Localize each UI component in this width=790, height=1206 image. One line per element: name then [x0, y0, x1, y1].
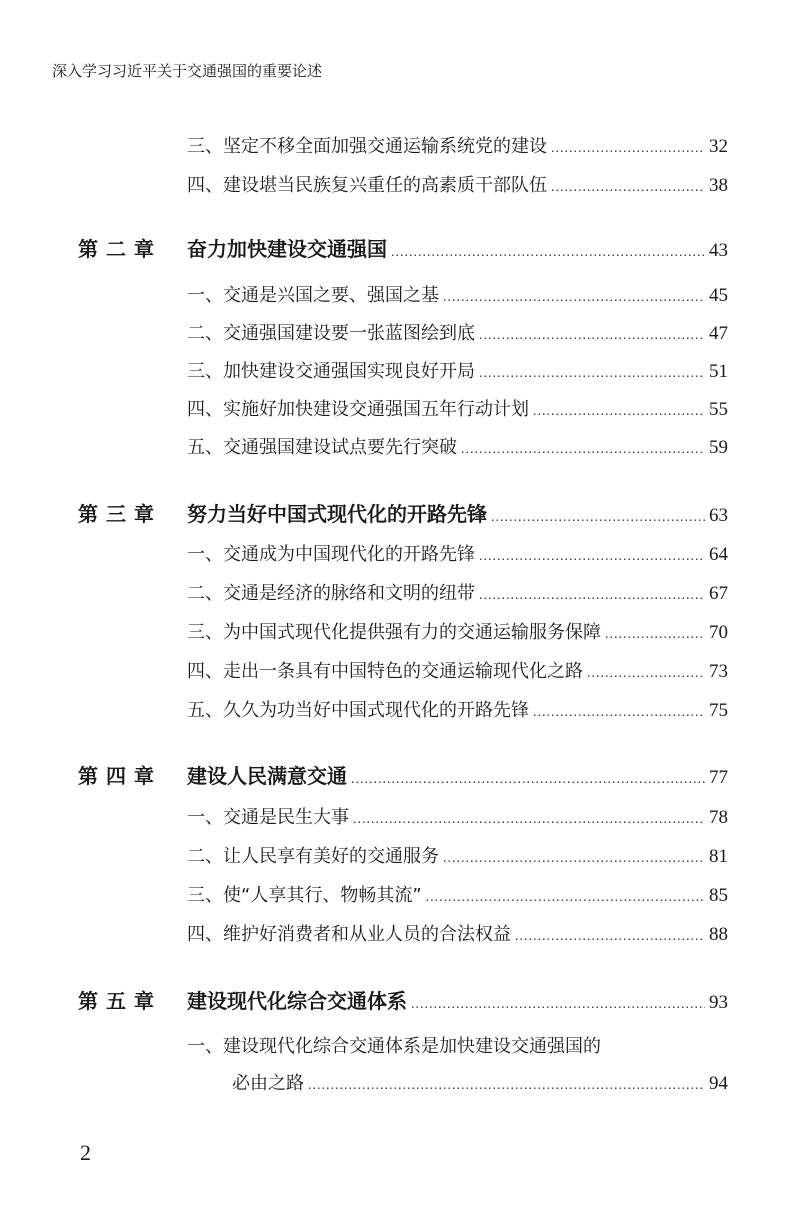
leader-dots: [605, 622, 705, 648]
entry-page: 73: [709, 661, 728, 682]
entry-title: 四、维护好消费者和从业人员的合法权益: [187, 924, 511, 945]
entry-page: 51: [709, 361, 728, 382]
entry-title: 二、交通强国建设要一张蓝图绘到底: [187, 323, 475, 344]
toc-chapter: [78, 501, 728, 527]
leader-dots: [551, 175, 705, 201]
chapter-label: 第五章: [78, 989, 162, 1013]
leader-dots: [533, 700, 705, 726]
entry-title: 四、实施好加快建设交通强国五年行动计划: [187, 399, 529, 420]
chapter-title: 奋力加快建设交通强国: [187, 237, 387, 261]
chapter-label: 第三章: [78, 502, 162, 526]
entry-title: 一、建设现代化综合交通体系是加快建设交通强国的: [187, 1036, 601, 1057]
leader-dots: [411, 992, 705, 1018]
entry-title: 一、交通是民生大事: [187, 807, 349, 828]
chapter-label: 第二章: [78, 237, 162, 261]
leader-dots: [479, 583, 705, 609]
chapter-title: 建设现代化综合交通体系: [187, 989, 407, 1013]
toc-entry: [187, 542, 728, 568]
entry-title: 三、为中国式现代化提供强有力的交通运输服务保障: [187, 622, 601, 643]
entry-title: 三、使“人享其行、物畅其流”: [187, 885, 422, 906]
chapter-title: 建设人民满意交通: [187, 764, 347, 788]
entry-page: 88: [709, 924, 728, 945]
leader-dots: [426, 885, 705, 911]
entry-page: 81: [709, 846, 728, 867]
chapter-title: 努力当好中国式现代化的开路先锋: [187, 502, 487, 526]
leader-dots: [351, 767, 705, 793]
entry-title: 二、让人民享有美好的交通服务: [187, 846, 439, 867]
entry-page: 43: [709, 240, 728, 261]
entry-page: 75: [709, 700, 728, 721]
entry-title-continued: 必由之路: [232, 1073, 304, 1094]
entry-title: 一、交通是兴国之要、强国之基: [187, 285, 439, 306]
entry-page: 93: [709, 992, 728, 1013]
toc-chapter: [78, 236, 728, 262]
entry-page: 63: [709, 505, 728, 526]
toc-entry: [187, 922, 728, 948]
page-number: 2: [80, 1140, 91, 1165]
toc-entry: [187, 659, 728, 685]
toc-chapter: [78, 988, 728, 1014]
entry-page: 45: [709, 285, 728, 306]
entry-page: 38: [709, 175, 728, 196]
toc-entry: [232, 1071, 728, 1097]
entry-title: 三、坚定不移全面加强交通运输系统党的建设: [187, 136, 547, 157]
entry-title: 五、交通强国建设试点要先行突破: [187, 437, 457, 458]
entry-page: 55: [709, 399, 728, 420]
toc-entry: [187, 435, 728, 461]
leader-dots: [479, 323, 705, 349]
entry-title: 二、交通是经济的脉络和文明的纽带: [187, 583, 475, 604]
entry-title: 一、交通成为中国现代化的开路先锋: [187, 544, 475, 565]
leader-dots: [551, 136, 705, 162]
entry-title: 三、加快建设交通强国实现良好开局: [187, 361, 475, 382]
leader-dots: [515, 924, 705, 950]
toc-entry: [187, 359, 728, 385]
toc-entry: [187, 397, 728, 423]
entry-page: 47: [709, 323, 728, 344]
entry-title: 四、建设堪当民族复兴重任的高素质干部队伍: [187, 175, 547, 196]
toc-entry: [187, 620, 728, 646]
toc-entry: [187, 698, 728, 724]
toc-entry: [187, 805, 728, 831]
toc-entry: [187, 173, 728, 199]
entry-page: 32: [709, 136, 728, 157]
toc-entry: [187, 321, 728, 347]
entry-page: 67: [709, 583, 728, 604]
entry-page: 85: [709, 885, 728, 906]
toc-entry: [187, 883, 728, 909]
toc-entry-line1: [187, 1034, 728, 1060]
leader-dots: [479, 544, 705, 570]
entry-page: 70: [709, 622, 728, 643]
toc-entry: [187, 283, 728, 309]
chapter-label: 第四章: [78, 764, 162, 788]
toc-entry: [187, 844, 728, 870]
entry-title: 四、走出一条具有中国特色的交通运输现代化之路: [187, 661, 583, 682]
entry-page: 64: [709, 544, 728, 565]
leader-dots: [479, 361, 705, 387]
entry-page: 78: [709, 807, 728, 828]
leader-dots: [491, 505, 705, 531]
leader-dots: [443, 846, 705, 872]
toc-entry: [187, 134, 728, 160]
leader-dots: [353, 807, 705, 833]
entry-title: 五、久久为功当好中国式现代化的开路先锋: [187, 700, 529, 721]
leader-dots: [443, 285, 705, 311]
toc-chapter: [78, 763, 728, 789]
entry-page: 94: [709, 1073, 728, 1094]
toc-entry: [187, 581, 728, 607]
leader-dots: [587, 661, 705, 687]
leader-dots: [461, 437, 705, 463]
leader-dots: [308, 1073, 705, 1099]
running-header: 深入学习习近平关于交通强国的重要论述: [52, 62, 323, 80]
leader-dots: [533, 399, 705, 425]
leader-dots: [391, 240, 705, 266]
entry-page: 59: [709, 437, 728, 458]
entry-page: 77: [709, 767, 728, 788]
